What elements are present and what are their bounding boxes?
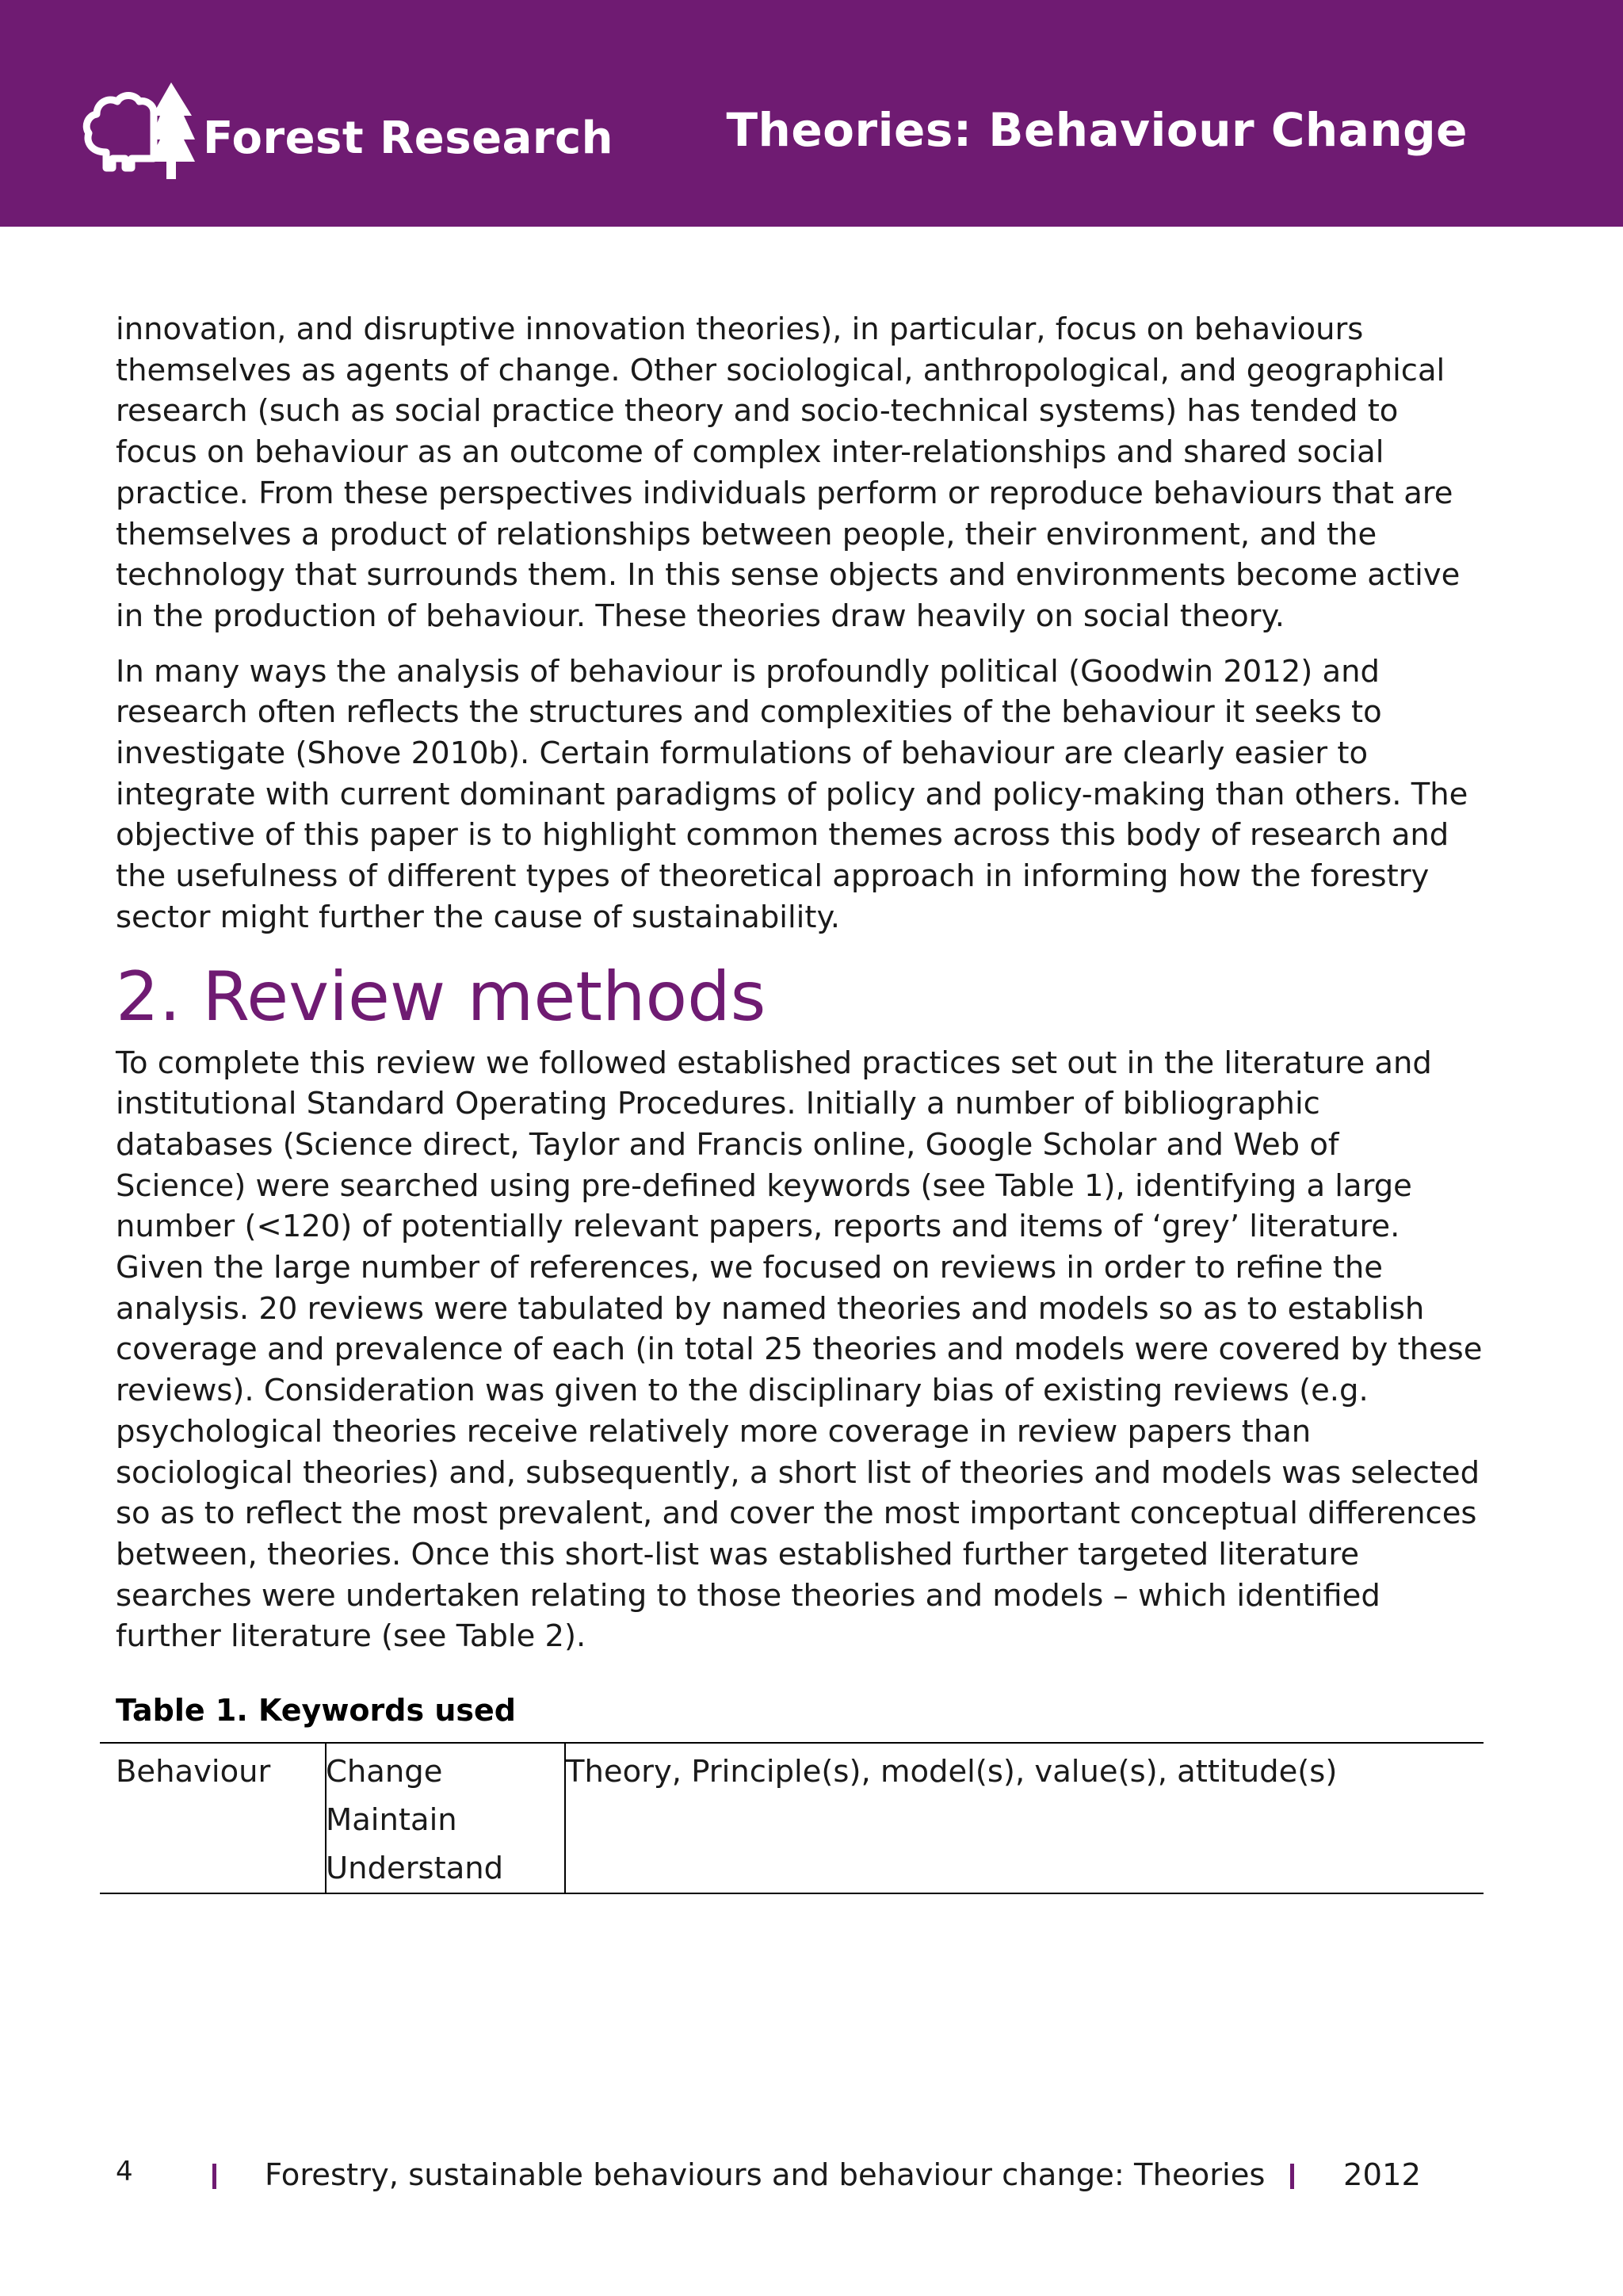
logo-wordmark: Forest Research <box>203 113 614 164</box>
main-content <box>116 309 1483 1671</box>
forest-research-logo <box>82 79 614 190</box>
text-line: analysis. 20 reviews were tabulated by named theories and models so as to establish <box>116 1290 1425 1327</box>
text-line: Given the large number of references, we focused on reviews in order to refine the <box>116 1250 1383 1286</box>
text-line: between, theories. Once this short-list was established further targeted literature <box>116 1536 1360 1572</box>
table-cell-verbs <box>326 1748 563 1897</box>
page-number: 4 <box>116 2156 133 2187</box>
text-line: research (such as social practice theory and socio-technical systems) has tended to <box>116 393 1399 430</box>
text-line: themselves a product of relationships between people, their environment, and the <box>116 516 1377 552</box>
table-cell-text: Maintain <box>326 1802 457 1838</box>
text-line: practice. From these perspectives individuals perform or reproduce behaviours that are <box>116 475 1453 511</box>
footer-year: 2012 <box>1343 2157 1421 2193</box>
table-cell-concepts <box>566 1748 1477 1897</box>
text-line: focus on behaviour as an outcome of complex inter-relationships and shared social <box>116 434 1384 471</box>
footer-separator <box>212 2164 216 2189</box>
text-line: innovation, and disruptive innovation theories), in particular, focus on behaviours <box>116 311 1364 347</box>
text-line: coverage and prevalence of each (in total 25 theories and models were covered by these <box>116 1331 1483 1368</box>
text-line: sector might further the cause of sustainability. <box>116 899 840 935</box>
text-line: To complete this review we followed established practices set out in the literature and <box>116 1045 1432 1081</box>
text-line: in the production of behaviour. These theories draw heavily on social theory. <box>116 598 1285 634</box>
text-line: integrate with current dominant paradigms of policy and policy-making than others. The <box>116 776 1468 812</box>
table-cell-text: Understand <box>326 1851 504 1886</box>
text-line: psychological theories receive relatively more coverage in review papers than <box>116 1413 1312 1450</box>
text-line: Science) were searched using pre-defined keywords (see Table 1), identifying a large <box>116 1167 1412 1204</box>
section-heading: 2. Review methods <box>116 957 766 1037</box>
text-line: searches were undertaken relating to those theories and models – which identified <box>116 1577 1381 1614</box>
text-line: objective of this paper is to highlight common themes across this body of research and <box>116 817 1449 854</box>
text-line: sociological theories) and, subsequently, a short list of theories and models was selected <box>116 1454 1480 1491</box>
header-title: Theories: Behaviour Change <box>726 103 1468 157</box>
text-line: institutional Standard Operating Procedures. Initially a number of bibliographic <box>116 1086 1320 1122</box>
table-cell-text: Theory, Principle(s), model(s), value(s), attitude(s) <box>566 1754 1338 1790</box>
tree-logo-icon <box>82 79 197 182</box>
text-line: In many ways the analysis of behaviour is profoundly political (Goodwin 2012) and <box>116 653 1380 690</box>
table-cell-text: Behaviour <box>116 1754 271 1790</box>
text-line: further literature (see Table 2). <box>116 1618 586 1655</box>
table-caption: Table 1. Keywords used <box>116 1693 516 1728</box>
text-line: reviews). Consideration was given to the disciplinary bias of existing reviews (e.g. <box>116 1373 1369 1409</box>
text-line: themselves as agents of change. Other sociological, anthropological, and geographical <box>116 352 1445 388</box>
page-footer <box>0 2148 1623 2195</box>
header-banner <box>0 0 1623 227</box>
table-cell-text: Change <box>326 1754 443 1790</box>
paragraph-3 <box>116 1043 1483 1658</box>
text-line: number (<120) of potentially relevant papers, reports and items of ‘grey’ literature. <box>116 1209 1400 1245</box>
text-line: databases (Science direct, Taylor and Francis online, Google Scholar and Web of <box>116 1126 1339 1163</box>
text-line: so as to reflect the most prevalent, and cover the most important conceptual differences <box>116 1496 1477 1532</box>
text-line: investigate (Shove 2010b). Certain formulations of behaviour are clearly easier to <box>116 735 1369 772</box>
keywords-table <box>100 1742 1484 1894</box>
table-cell-behaviour <box>116 1748 322 1897</box>
paragraph-2 <box>116 651 1479 938</box>
text-line: technology that surrounds them. In this sense objects and environments become active <box>116 557 1461 594</box>
text-line: the usefulness of different types of theoretical approach in informing how the forestry <box>116 858 1430 895</box>
paragraph-1 <box>116 309 1479 637</box>
footer-title: Forestry, sustainable behaviours and behaviour change: Theories <box>265 2157 1266 2193</box>
text-line: research often reflects the structures and complexities of the behaviour it seeks to <box>116 694 1382 731</box>
footer-separator <box>1290 2164 1294 2189</box>
